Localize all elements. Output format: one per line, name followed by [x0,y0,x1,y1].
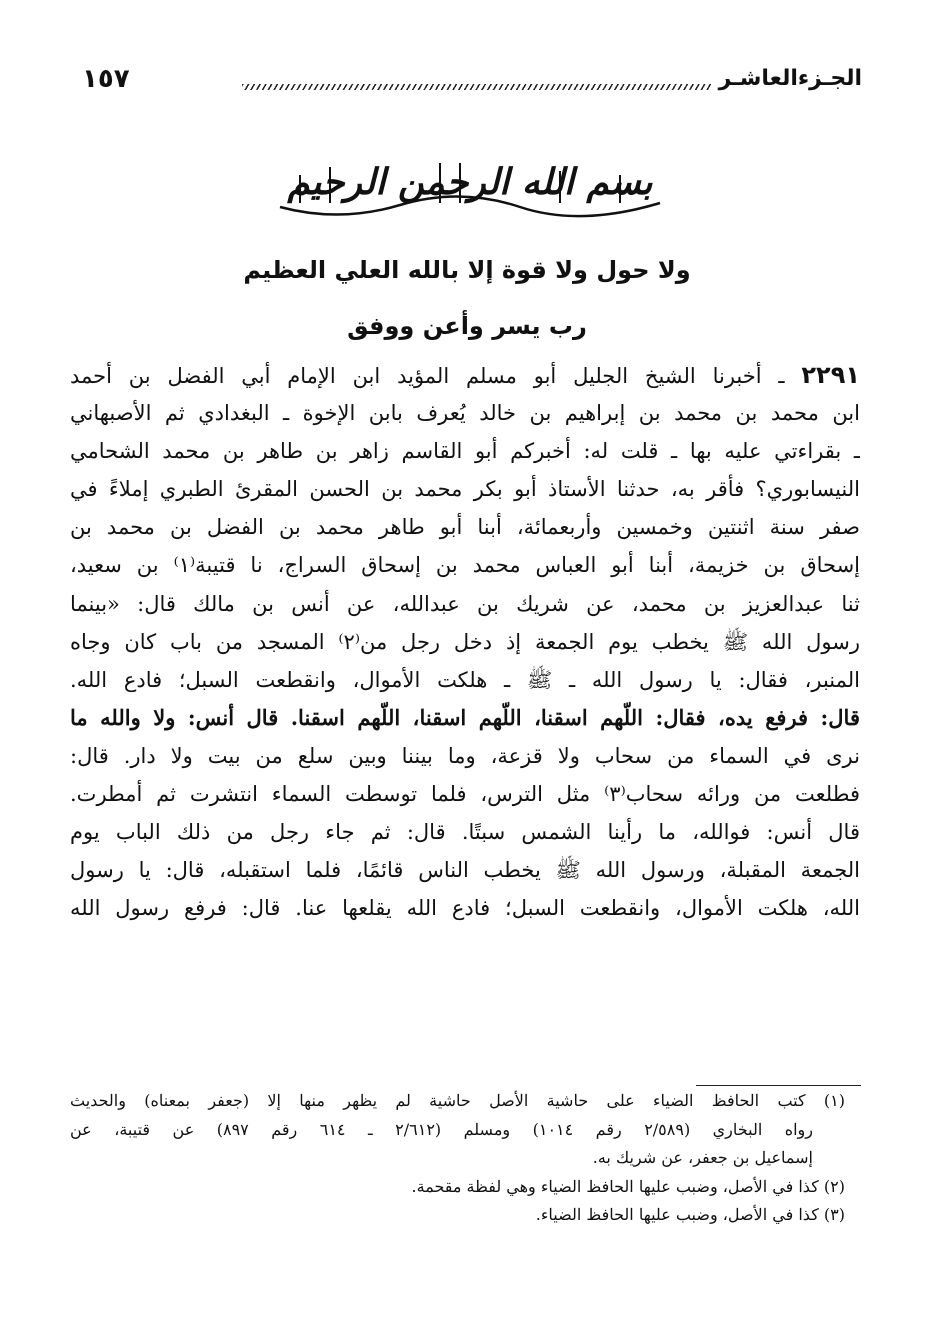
text-line: ابن محمد بن محمد بن إبراهيم بن خالد يُعرف بابن الإخوة ـ البغدادي ثم الأصبهاني [70,401,860,426]
text-line: النيسابوري؟ فأقر به، حدثنا الأستاذ أبو بكر محمد بن الحسن المقرئ الطبري إملاءً في [70,477,860,502]
running-header [72,62,862,102]
text-line: قال: فرفع يده، فقال: اللّهم اسقنا، اللّهم اسقنا، اللّهم اسقنا. قال أنس: ولا والله ما [70,704,860,730]
footnote-1-line: رواه البخاري (٢/٥٨٩ رقم ١٠١٤) ومسلم (٢/٦١٢ ـ ٦١٤ رقم ٨٩٧) عن قتيبة، عن [70,1119,814,1139]
text-line: نرى في السماء من سحاب ولا قزعة، وما بيننا وبين سلع من بيت ولا دار. قال: [70,743,860,768]
page-number: ١٥٧ [82,64,130,94]
footnotes [70,1087,845,1230]
basmala-text: بسم الله الرحمن الرحيم [287,161,653,203]
footnote-2: (٢) كذا في الأصل، وضبب عليها الحافظ الضياء وهي لفظة مقحمة. [411,1176,845,1196]
hadith-text [70,356,860,927]
footnote-separator [696,1085,861,1086]
part-title: الجـزءالعاشـر [718,66,862,91]
text-line: ٢٢٩١ ـ أخبرنا الشيخ الجليل أبو مسلم المؤيد ابن الإمام أبي الفضل بن أحمد [70,361,860,389]
text-line: المنبر، فقال: يا رسول الله ـ ﷺ ـ هلكت الأموال، وانقطعت السبل؛ فادع الله. [70,667,860,692]
text-line: فطلعت من ورائه سحاب⁽٣⁾ مثل الترس، فلما توسطت السماء انتشرت ثم أمطرت. [70,782,860,807]
footnote-3: (٣) كذا في الأصل، وضبب عليها الحافظ الضياء. [535,1205,845,1224]
text-line: ـ بقراءتي عليه بها ـ قلت له: أخبركم أبو القاسم زاهر بن طاهر بن محمد الشحامي [70,439,860,464]
footnote-1-line: إسماعيل بن جعفر، عن شريك به. [592,1148,813,1167]
header-rule [242,84,712,90]
text-line: ثنا عبدالعزيز بن محمد، عن شريك بن عبدالله، عن أنس بن مالك قال: «بينما [70,591,860,616]
text-line: الله، هلكت الأموال، وانقطعت السبل؛ فادع الله يقلعها عنا. قال: فرفع رسول الله [70,896,860,921]
text-line: قال أنس: فوالله، ما رأينا الشمس سبتًا. قال: ثم جاء رجل من ذلك الباب يوم [70,820,860,845]
hadith-number: ٢٢٩١ [801,361,860,389]
heading-dua: رب يسر وأعن ووفق [347,312,587,340]
footnote-1-line: (١) كتب الحافظ الضياء على حاشية الأصل حاشية لم يظهر منها إلا (جعفر بمعناه) والحديث [70,1091,845,1110]
text-line: الجمعة المقبلة، ورسول الله ﷺ يخطب الناس قائمًا، فلما استقبله، قال: يا رسول [70,858,860,883]
heading-hawqala: ولا حول ولا قوة إلا بالله العلي العظيم [243,256,691,284]
basmala-calligraphy [260,145,680,227]
text-line: إسحاق بن خزيمة، أبنا أبو العباس محمد بن إسحاق السراج، نا قتيبة⁽١⁾ بن سعيد، [70,553,860,578]
text-line: صفر سنة اثنتين وخمسين وأربعمائة، أبنا أبو طاهر محمد بن الفضل بن محمد بن [70,515,860,540]
text-line: رسول الله ﷺ يخطب يوم الجمعة إذ دخل رجل من⁽٢⁾ المسجد من باب كان وجاه [70,629,860,654]
